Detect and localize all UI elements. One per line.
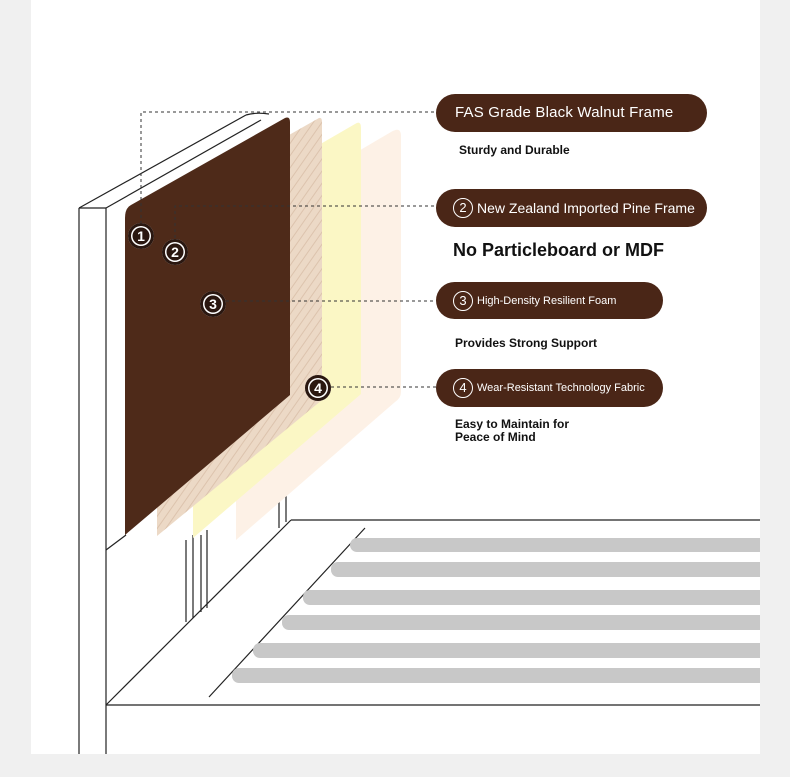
numbered-circle-icon: 2	[453, 198, 473, 218]
numbered-circle-icon: 3	[453, 291, 473, 311]
marker-3: 3	[200, 291, 226, 317]
slat	[331, 562, 760, 577]
layer-1-title-pill	[436, 94, 707, 132]
marker-2: 2	[162, 239, 188, 265]
slat	[232, 668, 760, 683]
layer-2-title-pill	[436, 189, 707, 227]
layer-4-description: Easy to Maintain for Peace of Mind	[455, 417, 570, 444]
layer-2-description: No Particleboard or MDF	[453, 240, 665, 260]
layer-1-title: FAS Grade Black Walnut Frame	[455, 104, 674, 121]
layer-3-title-pill	[436, 282, 663, 319]
marker-1: 1	[128, 223, 154, 249]
layer-3-title: High-Density Resilient Foam	[477, 294, 617, 307]
slat	[282, 615, 760, 630]
layer-1-description: Sturdy and Durable	[459, 143, 570, 157]
slat	[253, 643, 760, 658]
numbered-circle-icon: 4	[453, 378, 473, 398]
product-illustration	[31, 0, 760, 754]
marker-4: 4	[305, 375, 331, 401]
layer-4-title-pill	[436, 369, 663, 407]
layer-2-title: New Zealand Imported Pine Frame	[477, 200, 695, 216]
layer-3-description: Provides Strong Support	[455, 336, 598, 350]
layer-4-title: Wear-Resistant Technology Fabric	[477, 381, 645, 394]
slat	[350, 538, 760, 552]
slat	[303, 590, 760, 605]
bed-slats	[232, 538, 760, 683]
